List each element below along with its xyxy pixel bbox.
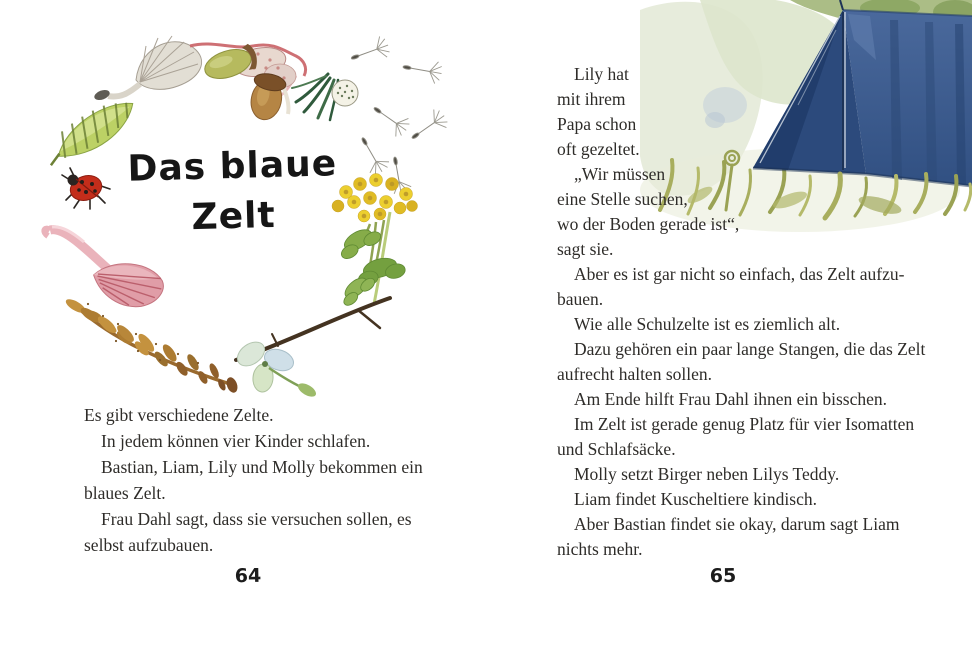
text-line: Am Ende hilft Frau Dahl ihnen ein bisschen. (574, 389, 887, 409)
text-line: Dazu gehören ein paar lange Stangen, die das Zelt (574, 339, 926, 359)
left-page-text (84, 402, 464, 558)
text-line: Frau Dahl sagt, dass sie versuchen sollen, es (101, 509, 412, 529)
page-number-right: 65 (709, 564, 737, 588)
page-number-left: 64 (234, 564, 262, 588)
right-page-text (557, 62, 957, 562)
text-line: Molly setzt Birger neben Lilys Teddy. (574, 464, 840, 484)
chapter-title (42, 137, 424, 247)
text-line: Bastian, Liam, Lily und Molly bekommen ein (101, 457, 423, 477)
text-line: In jedem können vier Kinder schlafen. (101, 431, 371, 451)
text-line: blaues Zelt. (84, 483, 166, 503)
chapter-title-line1: Das blaue (127, 143, 338, 190)
text-line: sagt sie. (557, 239, 614, 259)
text-line: bauen. (557, 289, 604, 309)
text-line: Lily hat (574, 64, 629, 84)
text-line: mit ihrem (557, 89, 626, 109)
acorns-icon (201, 43, 296, 123)
gray-mushroom-icon (93, 36, 202, 102)
seed-head-icon (292, 74, 358, 120)
text-line: wo der Boden gerade ist“, (557, 214, 740, 234)
text-line: „Wir müssen (574, 164, 666, 184)
fern-icon (64, 296, 240, 394)
text-line: Es gibt verschiedene Zelte. (84, 405, 274, 425)
text-line: Liam findet Kuscheltiere kindisch. (574, 489, 817, 509)
chapter-title-line2: Zelt (191, 194, 277, 239)
text-line: Wie alle Schulzelte ist es ziemlich alt. (574, 314, 841, 334)
text-line: Papa schon (557, 114, 637, 134)
text-line: Im Zelt ist gerade genug Platz für vier Isomatten (574, 414, 915, 434)
text-line: eine Stelle suchen, (557, 189, 688, 209)
text-line: Aber Bastian findet sie okay, darum sagt Liam (574, 514, 900, 534)
page-right (486, 0, 972, 648)
text-line: Aber es ist gar nicht so einfach, das Zelt aufzu- (574, 264, 905, 284)
text-line: und Schlafsäcke. (557, 439, 676, 459)
text-line: aufrecht halten sollen. (557, 364, 713, 384)
text-line: nichts mehr. (557, 539, 643, 559)
text-line: oft gezeltet. (557, 139, 640, 159)
text-line: selbst aufzubauen. (84, 535, 214, 555)
